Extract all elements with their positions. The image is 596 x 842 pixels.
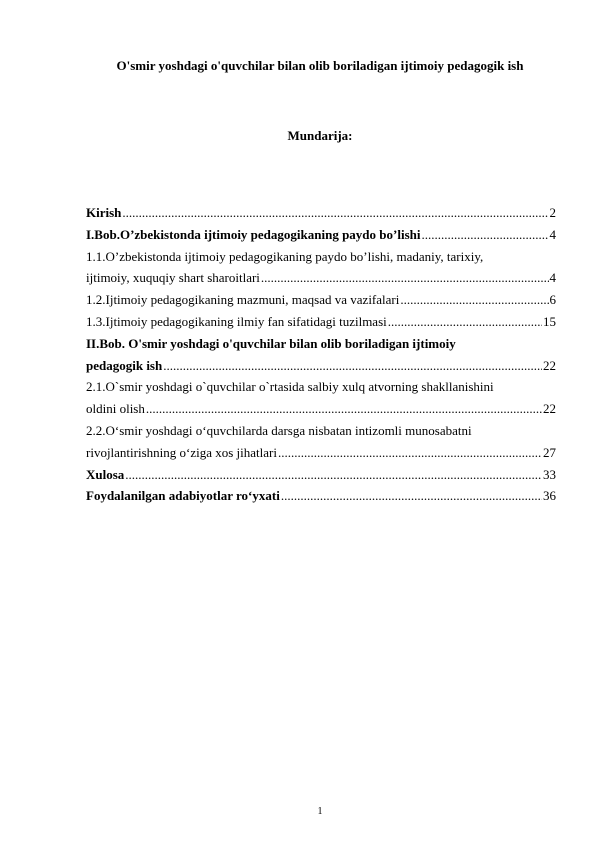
toc-page-number: 2 [549,205,556,220]
toc-dot-leader [278,442,542,464]
toc-entry-label: 1.3.Ijtimoiy pedagogikaning ilmiy fan sifatidagi tuzilmasi [86,313,387,329]
toc-entry-2-1[interactable] [86,398,556,420]
toc-dot-leader [146,398,542,420]
toc-dot-leader [281,485,542,507]
toc-page-number: 22 [543,357,556,373]
toc-entry-label: 1.2.Ijtimoiy pedagogikaning mazmuni, maqsad va vazifalari [86,292,400,308]
toc-dot-leader [125,464,542,486]
toc-dot-leader [400,289,548,311]
toc-entry-label: Foydalanilgan adabiyotlar ro‘yxati [86,488,280,504]
toc-dot-leader [421,224,548,246]
toc-entry-2-1-line1[interactable]: 2.1.O`smir yoshdagi o`quvchilar o`rtasida salbiy xulq atvorning shakllanishini [86,379,494,395]
toc-entry-label: Xulosa [86,466,125,482]
toc-page-number: 6 [549,292,556,308]
toc-entry-adabiyotlar[interactable] [86,485,556,507]
toc-entry-label: rivojlantirishning o‘ziga xos jihatlari [86,444,277,460]
toc-entry-label: ijtimoiy, xuquqiy shart sharoitlari [86,270,260,286]
toc-page-number: 22 [543,401,556,417]
toc-page-number: 15 [543,313,556,329]
toc-heading: Mundarija: [287,128,353,143]
toc-entry-bob2[interactable] [86,355,556,377]
toc-entry-xulosa[interactable] [86,464,556,486]
toc-entry-bob2-line1[interactable]: II.Bob. O'smir yoshdagi o'quvchilar bilan olib boriladigan ijtimoiy [86,335,456,351]
toc-entry-2-2-line1[interactable]: 2.2.O‘smir yoshdagi o‘quvchilarda darsga nisbatan intizomli munosabatni [86,422,472,438]
toc-entry-1-1-line1[interactable]: 1.1.O’zbekistonda ijtimoiy pedagogikaning paydo bo’lishi, madaniy, tarixiy, [86,248,484,264]
toc-entry-bob1[interactable] [86,224,556,246]
toc-entry-1-1[interactable] [86,267,556,289]
toc-entry-label: I.Bob.O’zbekistonda ijtimoiy pedagogikaning paydo bo’lishi [86,226,421,242]
toc-page-number: 27 [543,444,556,460]
toc-entry-1-3[interactable] [86,311,556,333]
toc-page-number: 4 [549,270,556,286]
toc-dot-leader [122,202,548,224]
toc-page-number: 4 [549,226,556,242]
toc-dot-leader [163,355,542,377]
toc-page-number: 33 [543,466,556,482]
toc-entry-1-2[interactable] [86,289,556,311]
toc-entry-2-2[interactable] [86,442,556,464]
page-number: 1 [317,806,323,817]
toc-entry-kirish[interactable] [86,202,556,224]
toc-entry-label: pedagogik ish [86,357,163,373]
toc-entry-label: Kirish [86,205,122,220]
table-of-contents [86,202,556,507]
toc-dot-leader [261,267,549,289]
toc-dot-leader [388,311,542,333]
document-title: O'smir yoshdagi o'quvchilar bilan olib boriladigan ijtimoiy pedagogik ish [116,58,524,73]
toc-entry-label: oldini olish [86,401,145,417]
toc-page-number: 36 [543,488,556,504]
